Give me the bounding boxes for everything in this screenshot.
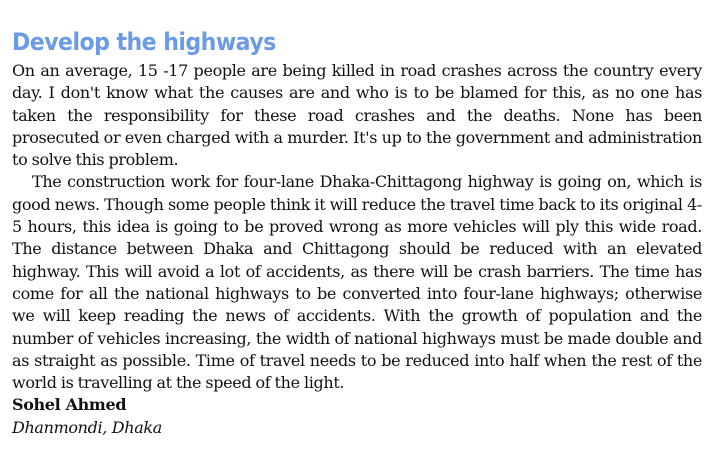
author-location: Dhanmondi, Dhaka [12,417,162,437]
letter-article [12,26,702,439]
author-name: Sohel Ahmed [12,395,127,415]
article-paragraph-2: The construction work for four-lane Dhaka-Chittagong highway is going on, which is good news. Though some people think it will reduce the travel time back to its original 4-5 hours, this idea is going to be proved wrong as more vehicles will ply this wide road. The distance between Dhaka and Chittagong should be reduced with an elevated highway. This will avoid a lot of accidents, as there will be crash barriers. The time has come for all the national highways to be converted into four-lane highways; otherwise we will keep reading the news of accidents. With the growth of population and the number of vehicles increasing, the width of national highways must be made double and as straight as possible. Time of travel needs to be reduced into half when the rest of the world is travelling at the speed of the light. [12,172,702,393]
article-paragraph-1: On an average, 15 -17 people are being killed in road crashes across the country every day. I don't know what the causes are and who is to be blamed for this, as no one has taken the responsibility for these road crashes and the deaths. None has been prosecuted or even charged with a murder. It's up to the government and administration to solve this problem. [12,61,702,170]
article-title: Develop the highways [12,28,276,56]
